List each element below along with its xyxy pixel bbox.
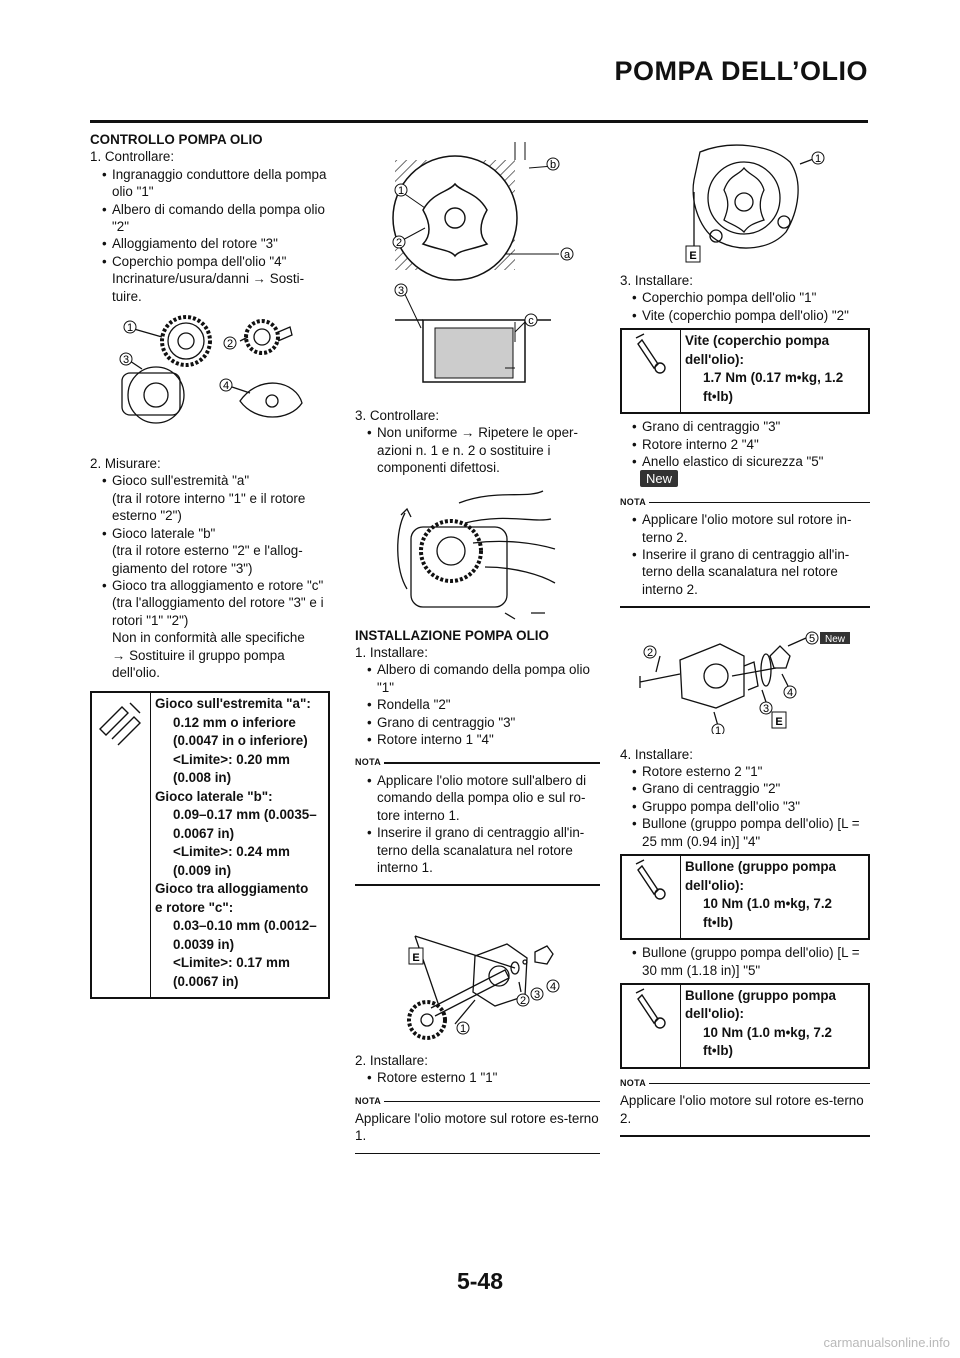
nota-label: NOTA	[620, 494, 870, 511]
list-item: • Rotore interno 2 "4"	[620, 436, 870, 453]
spec-line: e rotore "c":	[155, 899, 234, 915]
spec-line: 0.03–0.10 mm (0.0012–	[173, 918, 317, 934]
list-item: • Gioco laterale "b"	[90, 525, 330, 542]
nota-box	[355, 1093, 600, 1155]
callout-c: c	[528, 315, 534, 327]
section-heading-installazione: INSTALLAZIONE POMPA OLIO	[355, 627, 549, 643]
nota-item: • Applicare l'olio motore sul rotore in-terno 2.	[620, 511, 870, 546]
nota-item: • Inserire il grano di centraggio all'in-terno della scanalatura nel rotore interno 1.	[355, 824, 600, 876]
spec-label: Bullone (gruppo pompa dell'olio):	[685, 987, 836, 1022]
caliper-icon	[92, 693, 151, 997]
callout-2: 2	[646, 646, 654, 659]
spec-line: (0.008 in)	[173, 770, 232, 786]
section-heading-controllo: CONTROLLO POMPA OLIO	[90, 132, 263, 147]
nota-box	[355, 754, 600, 885]
callout-3: 3	[762, 702, 770, 715]
new-badge-small: New	[824, 633, 846, 645]
pump-shaft-figure	[355, 896, 600, 1046]
list-item: • Coperchio pompa dell'olio "1"	[620, 289, 870, 306]
footer-watermark: carmanualsonline.info	[823, 1335, 950, 1350]
nota-text: Applicare l'olio motore sul rotore es-terno 2.	[620, 1093, 864, 1126]
torque-wrench-icon	[622, 985, 681, 1067]
list-item: • Coperchio pompa dell'olio "4"	[90, 253, 330, 270]
step-2-result: → Sostituire il gruppo pompa dell'olio.	[112, 647, 285, 680]
spec-line: <Limite>: 0.24 mm	[173, 844, 290, 860]
list-item-detail: (tra l'alloggiamento del rotore "3" e i rotori "1" "2")	[112, 595, 324, 628]
install-step-4: 4. Installare:	[620, 746, 693, 762]
nota-rule	[355, 1153, 600, 1154]
callout-2: 2	[395, 237, 403, 249]
list-item: • Rondella "2"	[355, 696, 600, 713]
spec-line: <Limite>: 0.20 mm	[173, 751, 290, 767]
callout-3: 3	[533, 988, 541, 1001]
callout-1: 1	[126, 322, 134, 335]
callout-a: a	[563, 249, 571, 261]
list-item-detail: (tra il rotore interno "1" e il rotore esterno "2")	[112, 490, 306, 524]
pump-bolts-figure	[620, 616, 870, 734]
spec-line: Gioco laterale "b":	[155, 788, 273, 804]
nota-label: NOTA	[620, 1075, 870, 1092]
callout-4: 4	[549, 980, 557, 993]
nota-item: • Applicare l'olio motore sull'albero di comando della pompa olio e sul ro-tore interno 1.	[355, 772, 600, 824]
step-2: 2. Misurare:	[90, 456, 161, 472]
torque-wrench-icon	[622, 856, 681, 938]
list-item: • Grano di centraggio "3"	[355, 714, 600, 731]
spec-line: Gioco tra alloggiamento	[155, 881, 309, 897]
spec-line: 0.0067 in)	[173, 825, 235, 841]
list-item: • Rotore interno 1 "4"	[355, 731, 600, 748]
spec-line: <Limite>: 0.17 mm	[173, 955, 290, 971]
list-item: • Bullone (gruppo pompa dell'olio) [L = 25 mm (0.94 in)] "4"	[620, 815, 870, 850]
install-step-3: 3. Installare:	[620, 273, 693, 288]
list-item: • Grano di centraggio "2"	[620, 780, 870, 797]
spec-line: 0.0039 in)	[173, 936, 235, 952]
list-item: • Rotore esterno 1 "1"	[355, 1069, 600, 1086]
column-2	[355, 132, 600, 1162]
list-item: • Rotore esterno 2 "1"	[620, 763, 870, 780]
spec-line: (0.0047 in o inferiore)	[173, 733, 308, 749]
list-item: • Albero di comando della pompa olio "2"	[90, 201, 330, 236]
pump-cover-figure	[620, 132, 870, 264]
column-3	[620, 132, 870, 1145]
list-item: • Bullone (gruppo pompa dell'olio) [L = 30 mm (1.18 in)] "5"	[620, 944, 870, 979]
spec-box-bolt-30	[620, 983, 870, 1069]
spec-values	[681, 330, 868, 412]
list-item: • Gioco sull'estremità "a"	[90, 472, 330, 489]
spec-value: 1.7 Nm (0.17 m•kg, 1.2 ft•lb)	[703, 370, 844, 404]
nota-item: • Inserire il grano di centraggio all'in-terno della scanalatura nel rotore interno 2.	[620, 546, 870, 598]
callout-5: 5	[808, 632, 816, 645]
callout-b: b	[549, 159, 557, 171]
callout-3: 3	[397, 285, 405, 297]
callout-1: 1	[397, 185, 405, 197]
list-item: • Ingranaggio conduttore della pompa olio "1"	[90, 166, 330, 201]
nota-box	[620, 1075, 870, 1137]
spec-line: (0.009 in)	[173, 862, 232, 878]
install-step-1: 1. Installare:	[355, 645, 428, 661]
spec-label: Vite (coperchio pompa dell'olio):	[685, 333, 830, 367]
callout-4: 4	[786, 686, 794, 699]
install-step-2: 2. Installare:	[355, 1052, 428, 1068]
callout-2: 2	[226, 338, 234, 351]
nota-box	[620, 494, 870, 608]
spec-value: 10 Nm (1.0 m•kg, 7.2 ft•lb)	[703, 896, 832, 930]
page-title: POMPA DELL’OLIO	[614, 56, 868, 86]
list-item: • Grano di centraggio "3"	[620, 418, 870, 435]
page-number: 5-48	[456, 1268, 504, 1294]
step-2-result: Non in conformità alle specifiche	[112, 630, 305, 646]
nota-text: Applicare l'olio motore sul rotore es-terno 1.	[355, 1110, 599, 1144]
spec-line: (0.0067 in)	[173, 973, 239, 989]
callout-1: 1	[814, 153, 822, 165]
rotor-check-figure	[355, 483, 600, 623]
oil-mark: E	[689, 250, 697, 262]
new-badge: New	[640, 470, 678, 487]
nota-rule	[620, 1135, 870, 1136]
header-rule	[90, 120, 868, 123]
spec-box-screw	[620, 328, 870, 414]
spec-label: Bullone (gruppo pompa dell'olio):	[685, 859, 836, 893]
spec-box-clearances	[90, 691, 330, 999]
nota-label: NOTA	[355, 754, 600, 771]
column-1	[90, 131, 330, 1003]
spec-values	[681, 985, 868, 1067]
torque-wrench-icon	[622, 330, 681, 412]
spec-value: 10 Nm (1.0 m•kg, 7.2 ft•lb)	[703, 1024, 832, 1059]
step-1-result: Incrinature/usura/danni → Sosti-tuire.	[112, 271, 305, 304]
nota-rule	[620, 606, 870, 607]
rotor-clearance-figure	[355, 132, 600, 402]
nota-label: NOTA	[355, 1093, 600, 1110]
callout-4: 4	[222, 380, 230, 393]
callout-1: 1	[714, 724, 722, 734]
step-3: 3. Controllare:	[355, 408, 440, 423]
list-item-detail: (tra il rotore esterno "2" e l'allog-giamento del rotore "3")	[112, 543, 303, 576]
spec-values	[681, 856, 868, 938]
gears-figure	[90, 311, 330, 451]
callout-1: 1	[459, 1022, 467, 1035]
list-item: • Gioco tra alloggiamento e rotore "c"	[90, 577, 330, 594]
spec-line: Gioco sull'estremita "a":	[155, 696, 311, 712]
spec-values	[151, 693, 328, 997]
oil-mark: E	[412, 951, 420, 964]
callout-3: 3	[122, 354, 130, 367]
list-item: • Alloggiamento del rotore "3"	[90, 235, 330, 252]
step-1: 1. Controllare:	[90, 149, 175, 165]
spec-line: 0.09–0.17 mm (0.0035–	[173, 807, 317, 823]
list-item: • Albero di comando della pompa olio "1"	[355, 661, 600, 696]
spec-line: 0.12 mm o inferiore	[173, 714, 296, 730]
list-item: • Gruppo pompa dell'olio "3"	[620, 798, 870, 815]
callout-2: 2	[519, 994, 527, 1007]
spec-box-bolt-25	[620, 854, 870, 940]
list-item: • Non uniforme → Ripetere le oper-azioni n. 1 e n. 2 o sostituire i componenti difettosi.	[355, 424, 600, 476]
nota-rule	[355, 884, 600, 885]
list-item: • Vite (coperchio pompa dell'olio) "2"	[620, 307, 870, 324]
oil-mark: E	[775, 715, 783, 728]
list-item: • Anello elastico di sicurezza "5"	[620, 453, 870, 470]
